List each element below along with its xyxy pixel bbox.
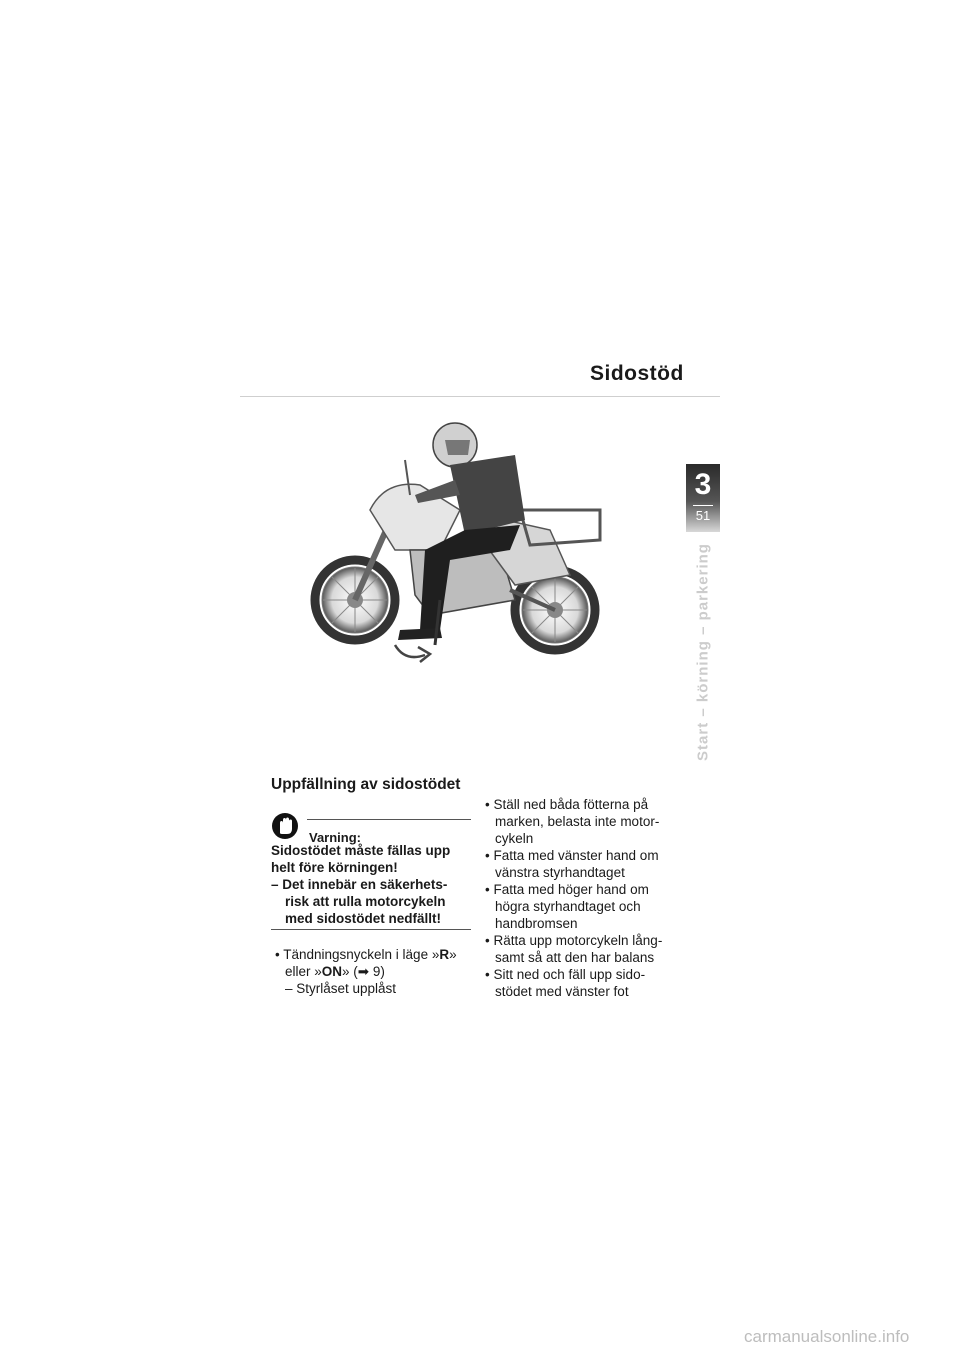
section-heading: Uppfällning av sidostödet	[271, 776, 461, 793]
left-column	[271, 808, 471, 997]
stop-hand-icon	[271, 812, 299, 840]
watermark: carmanualsonline.info	[744, 1327, 910, 1346]
step-ignition	[271, 946, 471, 980]
kickstand-arrow-icon	[395, 645, 430, 662]
step-right-grip: • Fatta med höger hand om högra styrhandtaget och handbromsen	[485, 882, 649, 931]
step-ignition-prefix: • Tändningsnyckeln i läge »	[275, 947, 440, 962]
chapter-tab	[686, 464, 720, 532]
title-rule	[240, 396, 720, 397]
step-fold-stand: • Sitt ned och fäll upp sido-stödet med vänster fot	[485, 967, 646, 999]
key-position-r: R	[439, 947, 450, 962]
page-number: 51	[695, 508, 711, 523]
warning-rule-top	[307, 819, 471, 820]
step-balance: • Rätta upp motorcykeln lång-samt så att den har balans	[485, 933, 663, 965]
motorcycle-rider-illustration	[300, 400, 620, 670]
step-steering-lock: – Styrlåset upplåst	[285, 981, 397, 996]
warning-header	[271, 808, 471, 845]
warning-subtext: – Det innebär en säkerhets-risk att rulla motorcykeln med sidostödet nedfällt!	[271, 877, 448, 926]
key-position-on: ON	[321, 964, 343, 979]
warning-text: Sidostödet måste fällas upp helt före körningen!	[271, 843, 451, 875]
step-ignition-suffix: » (➡ 9)	[342, 964, 385, 979]
step-ignition-mid: » eller »	[285, 947, 457, 979]
chapter-side-label: Start – körning – parkering	[694, 543, 712, 761]
step-feet-down: • Ställ ned båda fötterna på marken, belasta inte motor-cykeln	[485, 797, 660, 846]
step-left-grip: • Fatta med vänster hand om vänstra styrhandtaget	[485, 848, 659, 880]
right-column	[481, 796, 681, 1000]
chapter-divider	[693, 505, 713, 506]
warning-label: Varning:	[309, 830, 362, 845]
chapter-number: 3	[694, 468, 712, 501]
page-title: Sidostöd	[590, 362, 684, 385]
